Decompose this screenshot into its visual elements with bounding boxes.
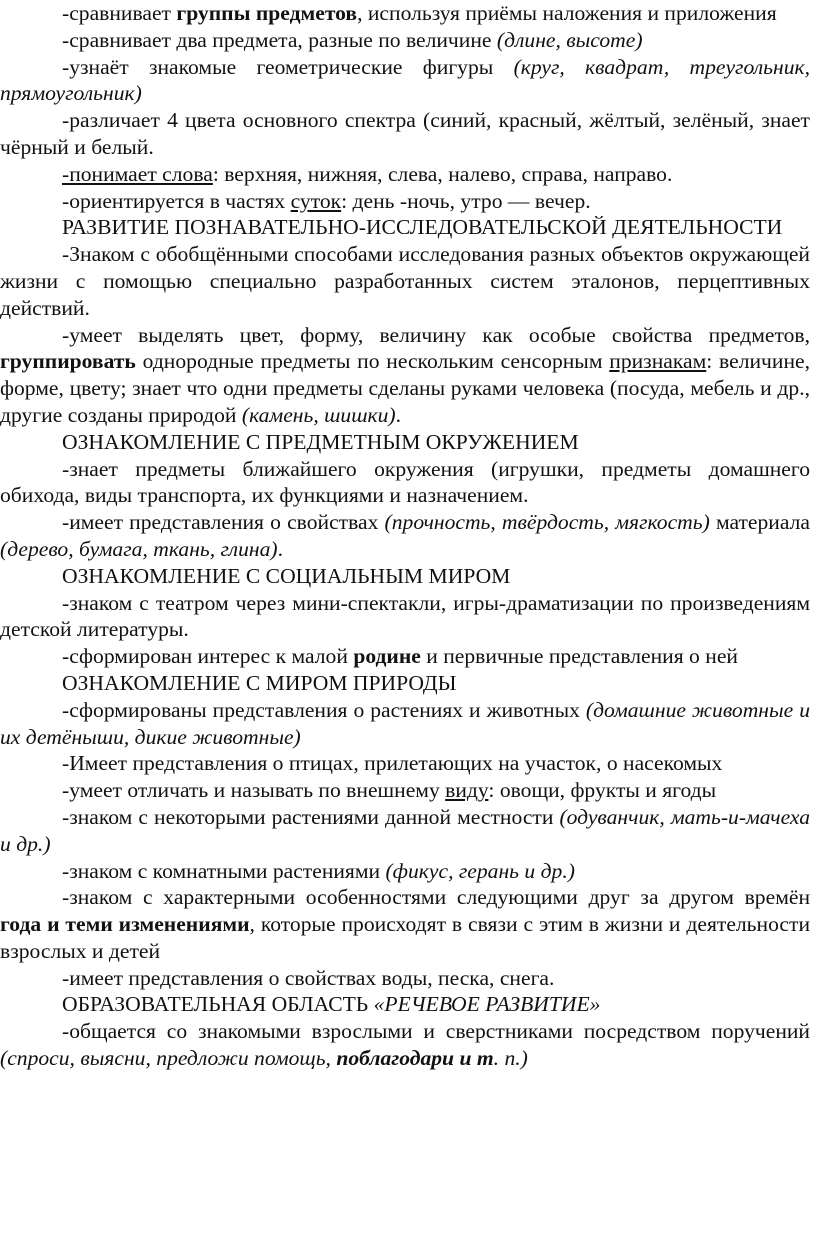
text-run: -знаком с театром через мини-спектакли, игры-драматизации по произведениям детской литературы. <box>0 590 810 642</box>
text-run: : верхняя, нижняя, слева, налево, справа, направо. <box>212 161 673 186</box>
text-run: ОЗНАКОМЛЕНИЕ С ПРЕДМЕТНЫМ ОКРУЖЕНИЕМ <box>62 429 579 454</box>
text-run: ОБРАЗОВАТЕЛЬНАЯ ОБЛАСТЬ <box>62 992 374 1017</box>
text-run: материала <box>709 510 810 535</box>
body-paragraph <box>0 697 810 751</box>
text-run: . п.) <box>493 1046 528 1071</box>
text-run: -Имеет представления о птицах, прилетающих на участок, о насекомых <box>62 751 723 776</box>
text-run: (дерево, бумага, ткань, глина) <box>0 536 278 561</box>
text-run: (камень, шишки) <box>241 402 396 427</box>
text-run: , которые происходят в связи с этим в жизни и деятельности взрослых и детей <box>0 912 810 963</box>
body-paragraph <box>0 0 810 27</box>
body-paragraph <box>0 884 810 964</box>
text-run: -общается со знакомыми взрослыми и сверстниками посредством поручений <box>62 1019 810 1044</box>
body-paragraph <box>0 965 810 992</box>
text-run: (фикус, герань и др.) <box>385 858 575 883</box>
body-paragraph <box>0 750 810 777</box>
text-run: -Знаком с обобщёнными способами исследования разных объектов окружающей жизни с помощью специально разработанных систем эталонов, перцептивных действий. <box>0 242 810 320</box>
text-run: : день -ночь, утро — вечер. <box>341 188 591 213</box>
text-run: группы предметов <box>176 1 358 25</box>
section-heading <box>0 563 810 590</box>
text-run: -ориентируется в частях <box>62 188 291 213</box>
text-run: виду <box>445 778 489 803</box>
body-paragraph <box>0 27 810 54</box>
text-run: -знаком с комнатными растениями <box>62 858 386 883</box>
text-run: , используя приёмы наложения и приложения <box>357 1 777 25</box>
body-paragraph <box>0 858 810 885</box>
text-run: признакам <box>609 349 707 374</box>
body-paragraph <box>0 456 810 510</box>
section-heading <box>0 991 810 1018</box>
section-heading <box>0 429 810 456</box>
text-run: (прочность, твёрдость, мягкость) <box>384 510 710 535</box>
text-run: суток <box>290 188 342 213</box>
text-run: (круг, квадрат, треугольник, прямоугольник) <box>0 54 810 106</box>
body-paragraph <box>0 322 810 429</box>
body-paragraph <box>0 241 810 321</box>
text-run: -понимает слова <box>62 161 213 186</box>
body-paragraph <box>0 804 810 858</box>
body-paragraph <box>0 54 810 108</box>
body-paragraph <box>0 188 810 215</box>
text-run: однородные предметы по нескольким сенсорным <box>135 349 610 374</box>
text-run: ОЗНАКОМЛЕНИЕ С МИРОМ ПРИРОДЫ <box>62 670 457 695</box>
text-run: РАЗВИТИЕ ПОЗНАВАТЕЛЬНО-ИССЛЕДОВАТЕЛЬСКОЙ ДЕЯТЕЛЬНОСТИ <box>62 215 783 240</box>
text-run: -сравнивает <box>62 1 177 25</box>
text-run: -сформированы представления о растениях и животных <box>62 697 586 722</box>
text-run: : величине, форме, цвету; знает что одни предметы сделаны руками человека (посуда, мебель и др., другие созданы природой <box>0 349 810 427</box>
text-run: -имеет представления о свойствах воды, песка, снега. <box>62 965 555 990</box>
text-run: . <box>277 536 283 561</box>
body-paragraph <box>0 161 810 188</box>
text-run: . <box>395 402 402 427</box>
body-paragraph <box>0 509 810 563</box>
body-paragraph <box>0 107 810 161</box>
section-heading <box>0 214 810 241</box>
text-run: и первичные представления о ней <box>420 644 738 669</box>
text-run: -различает 4 цвета основного спектра (синий, красный, жёлтый, зелёный, знает чёрный и белый. <box>0 108 810 159</box>
text-run: -сформирован интерес к малой <box>62 644 354 669</box>
text-run: -узнаёт знакомые геометрические фигуры <box>62 54 514 79</box>
text-run: (одуванчик, мать-и-мачеха и др.) <box>0 804 810 856</box>
text-run: -знает предметы ближайшего окружения (игрушки, предметы домашнего обихода, виды транспорта, их функциями и назначением. <box>0 456 810 508</box>
text-run: «РЕЧЕВОЕ РАЗВИТИЕ» <box>373 992 601 1017</box>
text-run: (спроси, выясни, предложи помощь, <box>0 1046 337 1071</box>
text-run: -умеет отличать и называть по внешнему <box>62 778 446 803</box>
text-run: : овощи, фрукты и ягоды <box>488 778 717 803</box>
text-run: родине <box>353 644 421 669</box>
text-run: (домашние животные и их детёныши, дикие животные) <box>0 697 810 749</box>
text-run: -умеет выделять цвет, форму, величину как особые свойства предметов, <box>62 322 810 347</box>
text-run: поблагодари и т <box>336 1046 494 1071</box>
text-run: -имеет представления о свойствах <box>62 510 385 535</box>
text-run: года и теми изменениями <box>0 912 250 937</box>
section-heading <box>0 670 810 697</box>
text-run: -знаком с характерными особенностями следующими друг за другом времён <box>62 885 810 910</box>
text-run: -знаком с некоторыми растениями данной местности <box>62 804 560 829</box>
body-paragraph <box>0 777 810 804</box>
text-run: -сравнивает два предмета, разные по величине <box>62 27 497 52</box>
text-run: ОЗНАКОМЛЕНИЕ С СОЦИАЛЬНЫМ МИРОМ <box>62 563 511 588</box>
body-paragraph <box>0 590 810 644</box>
body-paragraph <box>0 1018 810 1072</box>
text-run: группировать <box>0 349 136 374</box>
text-run: (длине, высоте) <box>496 27 643 52</box>
body-paragraph <box>0 643 810 670</box>
